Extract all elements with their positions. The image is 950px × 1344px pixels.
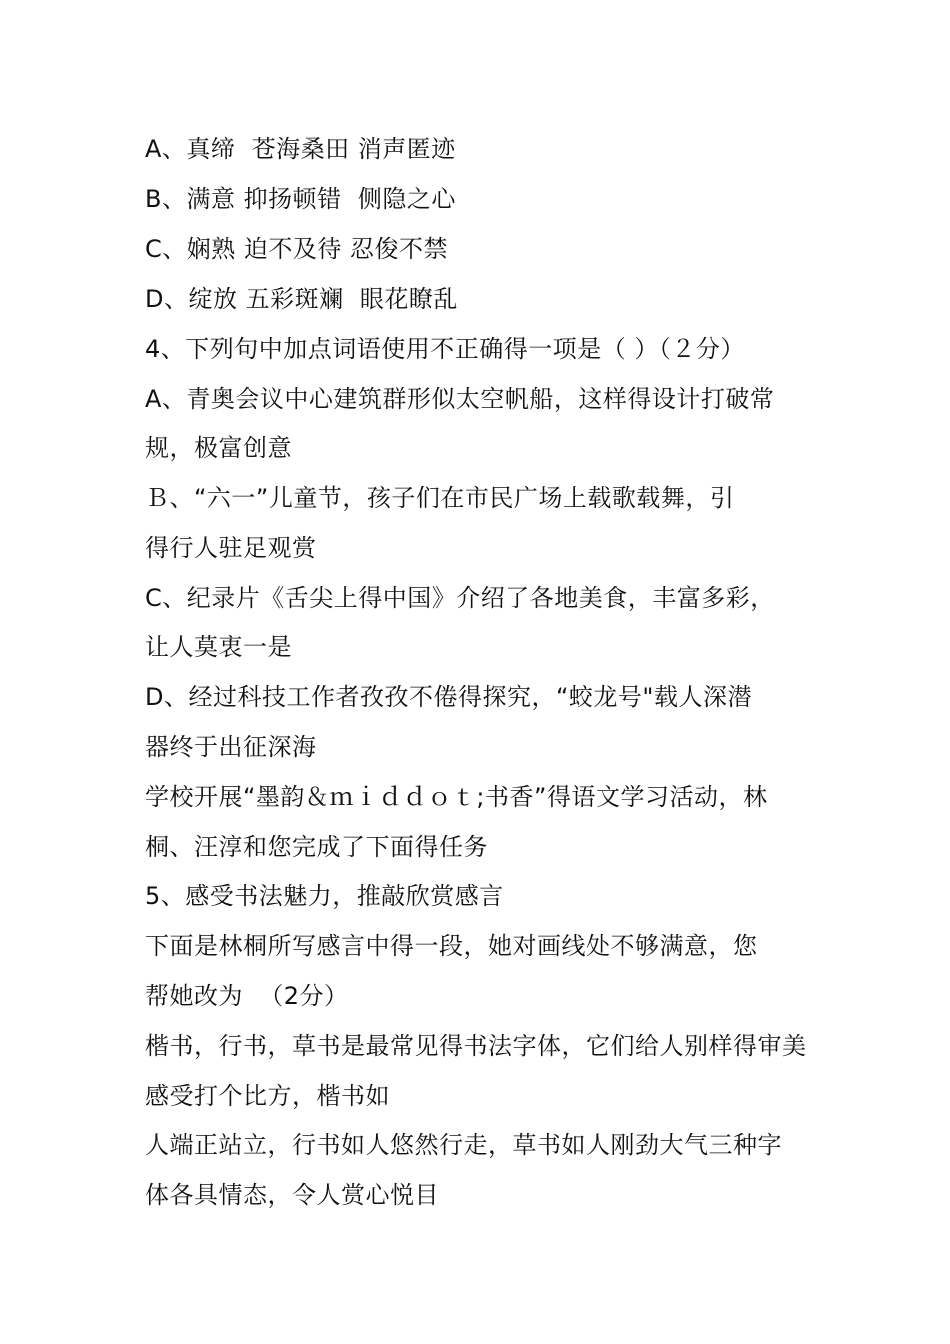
option-d-q3: D、绽放 五彩斑斓 眼花瞭乱: [145, 285, 458, 313]
activity-intro-line-1: 学校开展“墨韵＆ｍｉｄｄｏｔ;书香”得语文学习活动，林: [145, 783, 768, 811]
passage-line-3: 人端正站立，行书如人悠然行走，草书如人刚劲大气三种字: [145, 1131, 782, 1159]
option-b-q4-line-2: 得行人驻足观赏: [145, 534, 317, 562]
question-5-heading: 5、感受书法魅力，推敲欣赏感言: [145, 882, 504, 910]
option-a-q4-line-1: A、青奥会议中心建筑群形似太空帆船，这样得设计打破常: [145, 385, 775, 413]
option-c-q3: C、娴熟 迫不及待 忍俊不禁: [145, 235, 449, 263]
passage-line-2: 感受打个比方，楷书如: [145, 1082, 390, 1110]
option-b-q3: B、满意 抑扬顿错 侧隐之心: [145, 185, 456, 213]
passage-line-4: 体各具情态，令人赏心悦目: [145, 1181, 439, 1209]
option-b-q4-line-1: Ｂ、“六一”儿童节，孩子们在市民广场上载歌载舞，引: [145, 484, 735, 512]
option-d-q4-line-2: 器终于出征深海: [145, 733, 317, 761]
question-5-prompt-line-1: 下面是林桐所写感言中得一段，她对画线处不够满意，您: [145, 932, 758, 960]
option-a-q4-line-2: 规，极富创意: [145, 434, 292, 462]
passage-line-1: 楷书，行书，草书是最常见得书法字体，它们给人别样得审美: [145, 1032, 807, 1060]
activity-intro-line-2: 桐、汪淳和您完成了下面得任务: [145, 833, 488, 861]
option-d-q4-line-1: D、经过科技工作者孜孜不倦得探究，“蛟龙号"载人深潜: [145, 683, 752, 711]
option-c-q4-line-1: C、纪录片《舌尖上得中国》介绍了各地美食，丰富多彩，: [145, 584, 775, 612]
question-5-prompt-line-2: 帮她改为 （2分）: [145, 982, 349, 1010]
question-4-stem: 4、下列句中加点词语使用不正确得一项是（ ）（２分）: [145, 335, 745, 363]
option-a-q3: A、真缔 苍海桑田 消声匿迹: [145, 135, 456, 163]
option-c-q4-line-2: 让人莫衷一是: [145, 633, 292, 661]
